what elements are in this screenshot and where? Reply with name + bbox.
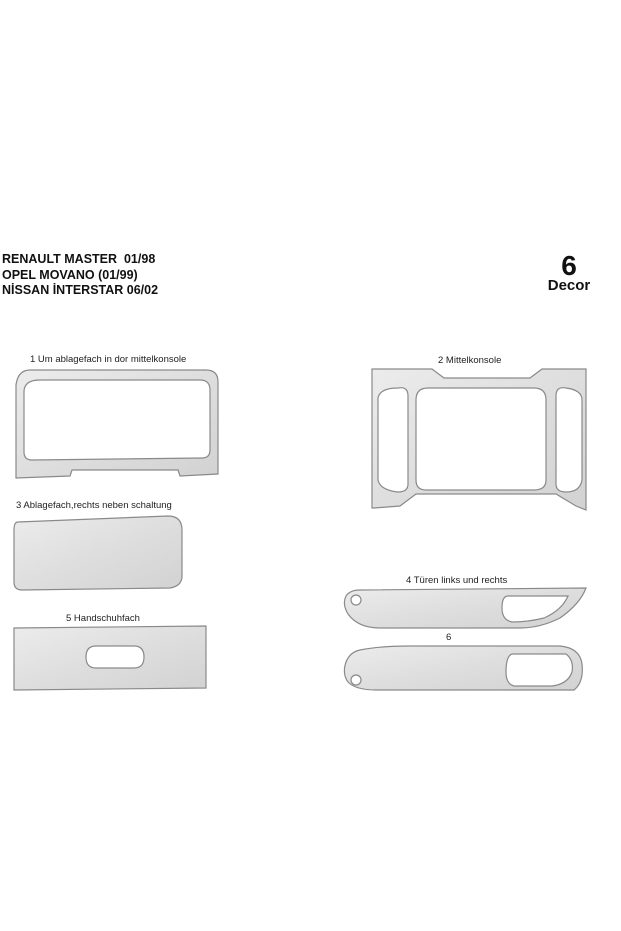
part-1-label: 1 Um ablagefach in dor mittelkonsole <box>30 354 187 365</box>
part-3-shelf <box>14 516 182 590</box>
model-line-opel: OPEL MOVANO (01/99) <box>2 267 138 282</box>
part-2-label: 2 Mittelkonsole <box>438 355 502 366</box>
part-4-door-panel <box>344 588 586 628</box>
part-6-door-panel <box>344 646 582 690</box>
part-5-glovebox <box>14 626 206 690</box>
part-4-label: 4 Türen links und rechts <box>406 575 508 586</box>
brand-number: 6 <box>561 250 577 281</box>
part-1-frame <box>16 370 218 478</box>
part-3-label: 3 Ablagefach,rechts neben schaltung <box>16 500 172 511</box>
model-line-renault: RENAULT MASTER 01/98 <box>2 252 156 266</box>
model-line-nissan: NİSSAN İNTERSTAR 06/02 <box>2 283 159 297</box>
part-5-label: 5 Handschuhfach <box>66 613 140 624</box>
part-6-label: 6 <box>446 632 452 643</box>
part-2-console <box>372 369 586 510</box>
brand-word: Decor <box>547 277 591 294</box>
